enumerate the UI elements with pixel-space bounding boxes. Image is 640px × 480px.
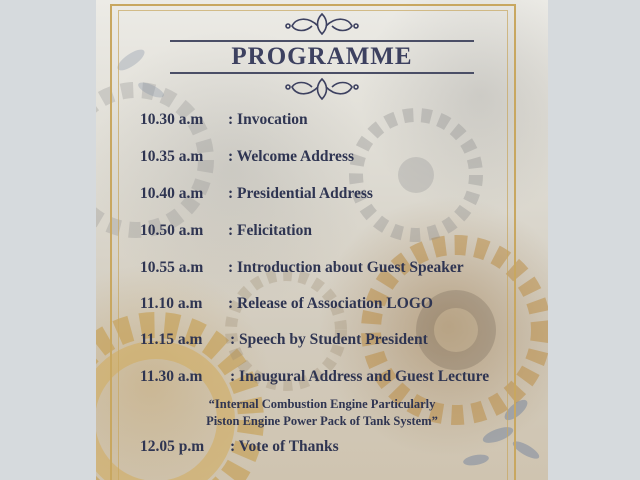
lecture-title-line: Piston Engine Power Pack of Tank System” (206, 414, 438, 428)
schedule-time: 10.30 a.m (140, 111, 204, 128)
schedule-event: : Presidential Address (228, 185, 373, 202)
schedule-event: : Introduction about Guest Speaker (228, 259, 464, 276)
schedule-event: : Inaugural Address and Guest Lecture (230, 368, 490, 385)
schedule-event: : Release of Association LOGO (228, 295, 433, 312)
schedule-event: : Speech by Student President (230, 331, 428, 348)
schedule-event: : Vote of Thanks (230, 438, 339, 455)
schedule-time: 11.10 a.m (140, 295, 203, 312)
schedule-time: 10.50 a.m (140, 222, 204, 239)
schedule-time: 11.15 a.m (140, 331, 203, 348)
title-rule-top (170, 40, 474, 42)
schedule-time: 10.35 a.m (140, 148, 204, 165)
flourish-ornament-icon (282, 73, 362, 103)
schedule-time: 10.40 a.m (140, 185, 204, 202)
lecture-title-line: “Internal Combustion Engine Particularly (208, 397, 436, 411)
page-title: PROGRAMME (231, 43, 413, 70)
schedule-time: 11.30 a.m (140, 368, 203, 385)
schedule-event: : Welcome Address (228, 148, 355, 165)
schedule-time: 10.55 a.m (140, 259, 204, 276)
schedule-event: : Felicitation (228, 222, 312, 239)
lecture-title (96, 396, 548, 430)
programme-poster (96, 0, 548, 480)
schedule-time: 12.05 p.m (140, 438, 205, 455)
flourish-ornament-icon (282, 10, 362, 40)
schedule-event: : Invocation (228, 111, 308, 128)
